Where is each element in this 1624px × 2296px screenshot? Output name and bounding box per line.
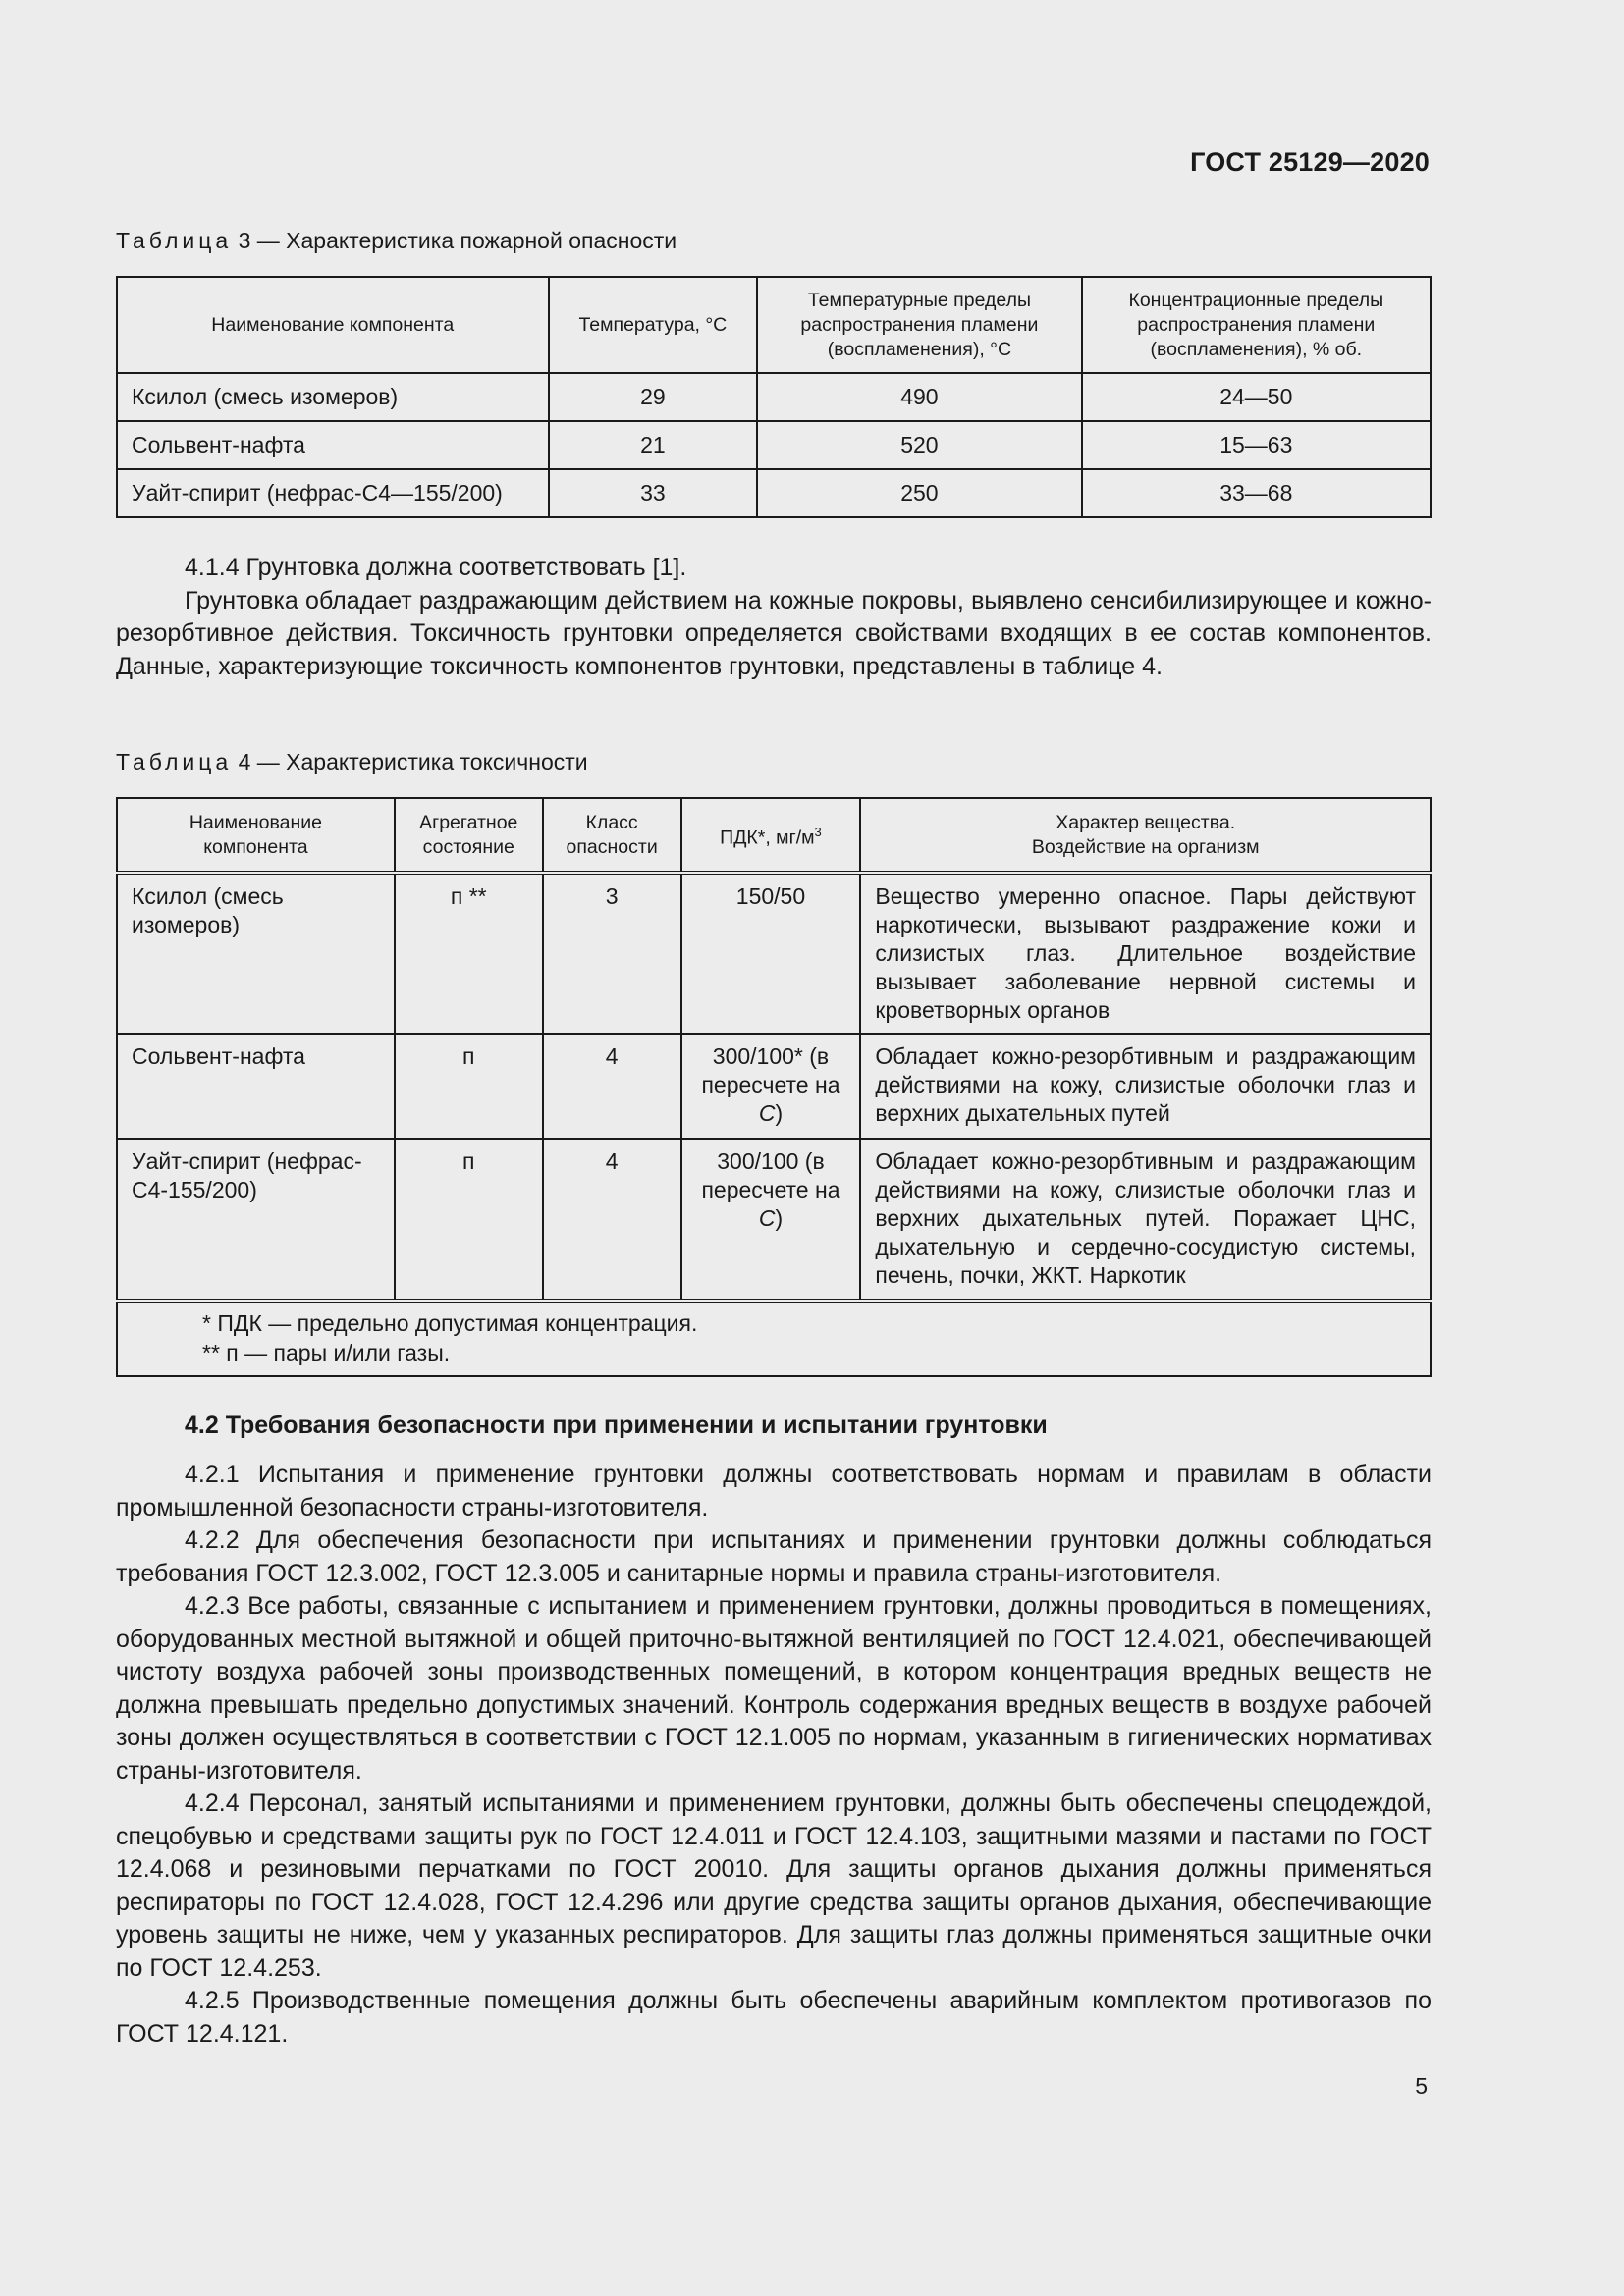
table-cell: п ** <box>395 873 543 1034</box>
page-number: 5 <box>1415 2073 1428 2099</box>
table-row <box>117 421 1431 469</box>
pdk-italic: С <box>758 1100 776 1126</box>
table-footnote-row <box>117 1301 1431 1376</box>
table-cell: 520 <box>757 421 1081 469</box>
table-cell: Сольвент-нафта <box>117 421 549 469</box>
table-cell: 150/50 <box>681 873 861 1034</box>
table-cell: 250 <box>757 469 1081 517</box>
table-cell: 4 <box>543 1034 681 1139</box>
table3-caption-prefix: Таблица <box>116 228 233 253</box>
header-conc-limits: Концентрационные пределы распространения пламени (воспламенения), % об. <box>1082 277 1431 373</box>
table-cell: Вещество умеренно опасное. Пары действуют наркотически, вызывают раздражение кожи и слизистых глаз. Длительное воздействие вызывает заболевание нервной системы и кроветворных органов <box>860 873 1431 1034</box>
table-cell: Ксилол (смесь изомеров) <box>117 373 549 421</box>
fire-hazard-table <box>116 276 1432 518</box>
table-cell: 21 <box>549 421 758 469</box>
table-footnotes <box>117 1301 1431 1376</box>
footnote: ** п — пары и/или газы. <box>202 1340 451 1365</box>
document-code: ГОСТ 25129—2020 <box>1190 147 1430 177</box>
paragraph-4-1-4 <box>116 552 1432 683</box>
table-row <box>117 1139 1431 1301</box>
table-cell: п <box>395 1139 543 1301</box>
footnote: * ПДК — предельно допустимая концентрация. <box>202 1310 698 1336</box>
paragraph-4-2-3: 4.2.3 Все работы, связанные с испытанием и применением грунтовки, должны проводиться в помещениях, оборудованных местной вытяжной и общей приточно-вытяжной вентиляцией по ГОСТ 12.4.021, обеспечивающей чистоту воздуха рабочей зоны производственных помещений, в котором концентрация вредных веществ не должна превышать предельно допустимых значений. Контроль содержания вредных веществ в воздухе рабочей зоны должен осуществляться в соответствии с ГОСТ 12.1.005 по нормам, указанным в гигиенических нормативах страны-изготовителя. <box>116 1592 1432 1785</box>
table-cell <box>681 1034 861 1139</box>
table-row <box>117 469 1431 517</box>
table-cell: п <box>395 1034 543 1139</box>
paragraph-4-2-4: 4.2.4 Персонал, занятый испытаниями и применением грунтовки, должны быть обеспечены спецодеждой, спецобувью и средствами защиты рук по ГОСТ 12.4.011 и ГОСТ 12.4.103, защитными мазями и пастами по ГОСТ 12.4.068 и резиновыми перчатками по ГОСТ 20010. Для защиты органов дыхания должны применяться респираторы по ГОСТ 12.4.028, ГОСТ 12.4.296 или другие средства защиты органов дыхания, обеспечивающие уровень защиты не ниже, чем у указанных респираторов. Для защиты глаз должны применяться защитные очки по ГОСТ 12.4.253. <box>116 1789 1432 1982</box>
header-hazard-class: Класс опасности <box>543 798 681 873</box>
table-cell: 3 <box>543 873 681 1034</box>
section-title: 4.2 Требования безопасности при применении и испытании грунтовки <box>185 1412 1048 1439</box>
header-temp-limits: Температурные пределы распространения пламени (воспламенения), °С <box>757 277 1081 373</box>
table-cell: Обладает кожно-резорбтивным и раздражающим действиями на кожу, слизистые оболочки глаз и верхних дыхательных путей. Поражает ЦНС, дыхательную и сердечно-сосудистую системы, печень, почки, ЖКТ. Наркотик <box>860 1139 1431 1301</box>
header-state: Агрегатное состояние <box>395 798 543 873</box>
pdk-tail: ) <box>775 1100 784 1126</box>
header-temperature: Температура, °С <box>549 277 758 373</box>
table-cell: 29 <box>549 373 758 421</box>
table-cell: Уайт-спирит (нефрас-С4-155/200) <box>117 1139 395 1301</box>
toxicity-table <box>116 797 1432 1377</box>
table-cell: 24—50 <box>1082 373 1431 421</box>
paragraph-line: 4.1.4 Грунтовка должна соответствовать [1]. <box>185 554 687 581</box>
table-cell: 33—68 <box>1082 469 1431 517</box>
table-cell: 4 <box>543 1139 681 1301</box>
table-row <box>117 373 1431 421</box>
pdk-text: 300/100* (в пересчете на <box>701 1043 840 1097</box>
header-component: Наименование компонента <box>117 798 395 873</box>
header-pdk <box>681 798 861 873</box>
table-cell: 15—63 <box>1082 421 1431 469</box>
table3-caption <box>116 228 677 254</box>
table-cell: 33 <box>549 469 758 517</box>
pdk-italic: С <box>758 1205 776 1231</box>
header-character-line2: Воздействие на организм <box>1031 835 1260 858</box>
header-pdk-sup: 3 <box>814 824 822 839</box>
table-cell <box>681 1139 861 1301</box>
table-row <box>117 873 1431 1034</box>
pdk-text: 300/100 (в пересчете на <box>701 1148 840 1202</box>
table-header-row <box>117 798 1431 873</box>
table4-caption <box>116 749 588 775</box>
header-character-line1: Характер вещества. <box>1056 811 1236 833</box>
paragraph-4-2-1: 4.2.1 Испытания и применение грунтовки должны соответствовать нормам и правилам в области промышленной безопасности страны-изготовителя. <box>116 1461 1432 1522</box>
paragraph-text: Грунтовка обладает раздражающим действием на кожные покровы, выявлено сенсибилизирующее и кожно-резорбтивное действия. Токсичность грунтовки определяется свойствами входящих в ее состав компонентов. Данные, характеризующие токсичность компонентов грунтовки, представлены в таблице 4. <box>116 586 1432 680</box>
table-cell: 490 <box>757 373 1081 421</box>
pdk-tail: ) <box>775 1205 784 1231</box>
table-header-row <box>117 277 1431 373</box>
section-4-2-body <box>116 1459 1432 2051</box>
table4-caption-title: 4 — Характеристика токсичности <box>232 749 588 774</box>
table-cell: Обладает кожно-резорбтивным и раздражающим действиями на кожу, слизистые оболочки глаз и верхних дыхательных путей <box>860 1034 1431 1139</box>
paragraph-4-2-5: 4.2.5 Производственные помещения должны быть обеспечены аварийным комплектом противогазов по ГОСТ 12.4.121. <box>116 1987 1432 2048</box>
paragraph-4-2-2: 4.2.2 Для обеспечения безопасности при испытаниях и применении грунтовки должны соблюдаться требования ГОСТ 12.3.002, ГОСТ 12.3.005 и санитарные нормы и правила страны-изготовителя. <box>116 1526 1432 1587</box>
header-pdk-text: ПДК*, мг/м <box>720 827 815 849</box>
table-cell: Ксилол (смесь изомеров) <box>117 873 395 1034</box>
header-component: Наименование компонента <box>117 277 549 373</box>
table-cell: Уайт-спирит (нефрас-С4—155/200) <box>117 469 549 517</box>
table4-caption-prefix: Таблица <box>116 749 233 774</box>
table3-caption-title: 3 — Характеристика пожарной опасности <box>232 228 677 253</box>
header-character <box>860 798 1431 873</box>
table-cell: Сольвент-нафта <box>117 1034 395 1139</box>
table-row <box>117 1034 1431 1139</box>
